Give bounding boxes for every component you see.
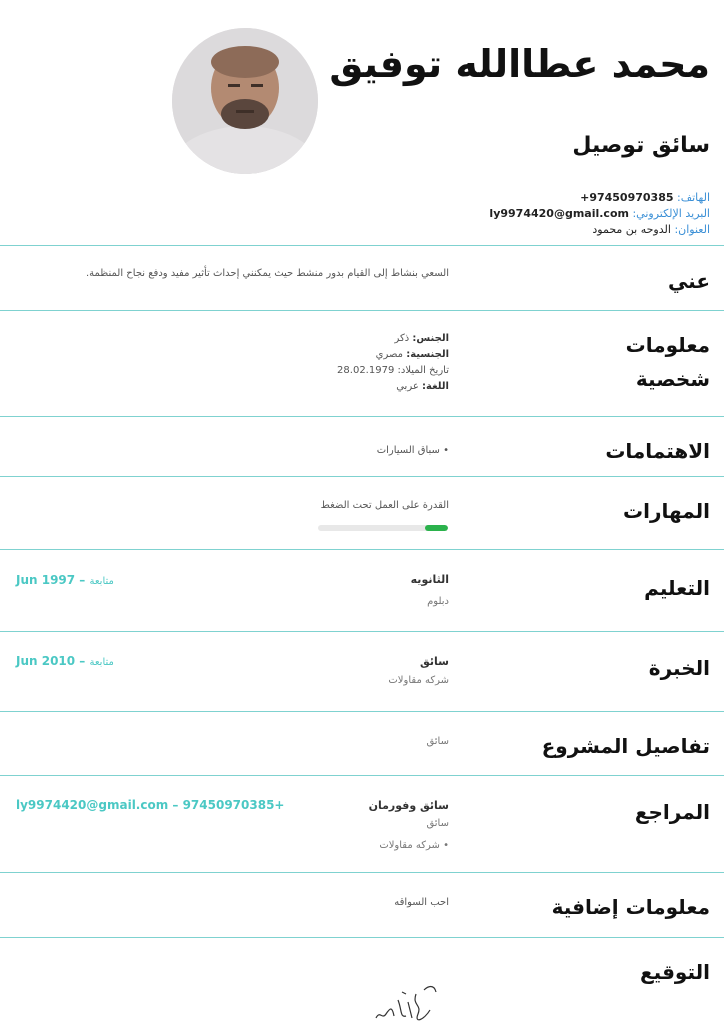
profile-photo-image <box>172 28 318 174</box>
about-text: السعي بنشاط إلى القيام بدور منشط حيث يمكنني إحداث تأثير مفيد ودفع نجاح المنظمة. <box>85 268 449 279</box>
section-title-skills: المهارات <box>623 499 710 523</box>
experience-date <box>16 654 114 668</box>
skill-level-fill <box>425 525 448 531</box>
section-title-personal-line1: معلومات <box>625 333 710 357</box>
gender-row <box>209 331 449 347</box>
section-title-additional: معلومات إضافية <box>551 895 710 919</box>
language-label: اللغة: <box>422 381 449 392</box>
education-date-suffix: متابعة <box>89 576 114 587</box>
email-label: البريد الإلكتروني: <box>632 207 710 220</box>
education-degree: دبلوم <box>427 596 449 607</box>
language-value: عربي <box>396 381 419 392</box>
full-name: محمد عطاالله توفيق <box>329 42 710 86</box>
profile-photo <box>172 28 318 174</box>
section-title-interests: الاهتمامات <box>605 439 710 463</box>
signature-image <box>372 980 452 1024</box>
nationality-value: مصري <box>375 349 404 360</box>
project-text: سائق <box>426 736 449 747</box>
reference-role: سائق <box>426 818 449 829</box>
phone-value[interactable]: 97450970385+ <box>580 191 674 204</box>
nationality-row <box>209 347 449 363</box>
phone-label: الهاتف: <box>677 191 710 204</box>
nationality-label: الجنسية: <box>406 349 449 360</box>
section-title-experience: الخبرة <box>648 656 710 680</box>
contact-phone <box>290 190 710 206</box>
section-about <box>0 245 724 310</box>
experience-company: شركه مقاولات <box>388 675 449 686</box>
section-signature <box>0 937 724 1024</box>
experience-role: سائق <box>420 655 449 668</box>
experience-details <box>209 654 449 689</box>
dob-label: تاريخ الميلاد: <box>397 365 449 376</box>
experience-date-suffix: متابعة <box>89 657 114 668</box>
section-interests <box>0 416 724 476</box>
section-title-references: المراجع <box>634 800 710 824</box>
section-education <box>0 549 724 631</box>
skill-label: القدرة على العمل تحت الضغط <box>320 500 449 511</box>
section-title-personal <box>626 328 710 396</box>
education-date <box>16 573 114 587</box>
resume-header <box>0 0 724 245</box>
dob-row <box>209 363 449 379</box>
reference-contact[interactable]: ly9974420@gmail.com – 97450970385+ <box>16 798 285 812</box>
job-title: سائق توصيل <box>572 133 710 158</box>
education-date-range: Jun 1997 – <box>16 573 86 587</box>
dob-value: 28.02.1979 <box>337 365 395 376</box>
section-skills <box>0 476 724 549</box>
gender-label: الجنس: <box>412 333 449 344</box>
section-title-personal-line2: شخصية <box>635 367 710 391</box>
additional-text: احب السواقه <box>394 897 449 908</box>
section-references <box>0 775 724 872</box>
personal-details <box>209 331 449 395</box>
interest-item: • سباق السيارات <box>376 445 449 456</box>
section-title-signature: التوقيع <box>640 960 710 984</box>
section-title-project: تفاصيل المشروع <box>541 734 710 758</box>
section-project <box>0 711 724 775</box>
education-details <box>209 572 449 610</box>
section-additional <box>0 872 724 937</box>
address-value: الدوحه بن محمود <box>592 223 671 236</box>
education-school: الثانويه <box>410 573 449 586</box>
section-title-education: التعليم <box>644 576 710 600</box>
section-experience <box>0 631 724 711</box>
section-title-about: عني <box>667 269 710 293</box>
skill-level-bar <box>318 525 448 531</box>
address-label: العنوان: <box>674 223 710 236</box>
email-value[interactable]: ly9974420@gmail.com <box>489 207 629 220</box>
contact-block <box>290 190 710 238</box>
experience-date-range: Jun 2010 – <box>16 654 86 668</box>
section-personal <box>0 310 724 416</box>
contact-email <box>290 206 710 222</box>
contact-address <box>290 222 710 238</box>
reference-company: • شركه مقاولات <box>379 840 449 851</box>
language-row <box>209 379 449 395</box>
reference-name: سائق وفورمان <box>368 799 449 812</box>
gender-value: ذكر <box>394 333 410 344</box>
